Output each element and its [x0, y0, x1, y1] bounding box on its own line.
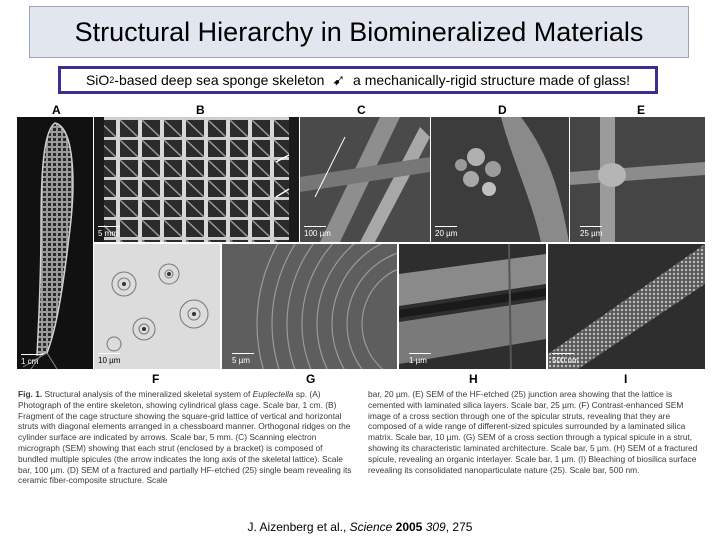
citation-pages: , 275	[445, 520, 473, 534]
subtitle-text-after: a mechanically-rigid structure made of glass!	[353, 72, 631, 88]
junction-sem-graphic	[570, 117, 705, 242]
panel-label-h: H	[469, 372, 478, 386]
citation-authors: J. Aizenberg et al.,	[247, 520, 350, 534]
figure-panel-i	[548, 244, 705, 369]
caption-left-text-1: Structural analysis of the mineralized skeletal system of	[42, 389, 253, 399]
figure-panel-e	[570, 117, 705, 242]
figure-panel-f	[94, 244, 220, 369]
figure-panel-g	[222, 244, 397, 369]
panel-label-i: I	[624, 372, 628, 386]
slide-title-box	[29, 6, 689, 58]
figure-caption-right: bar, 20 µm. (E) SEM of the HF-etched (25) junction area showing that the lattice is cemented with laminated silica layers. Scale bar, 25 µm. (F) Contrast-enhanced SEM image of a cross section through one of the spicular struts, revealing that they are composed of a wide range of different-sized spicules surrounded by a laminated silica matrix. Scale bar, 10 µm. (G) SEM of a cross section through a typical spicule in a strut, showing its characteristic laminated architecture. Scale bar, 5 µm. (H) SEM of a fractured spicule, revealing an organic interlayer. Scale bar, 1 µm. (I) Bleaching of biosilica surface revealing its consolidated nanoparticulate nature (25). Scale bar, 500 nm.	[368, 389, 698, 475]
scale-bar-e: 25 µm	[580, 229, 603, 238]
panel-label-b: B	[196, 103, 205, 117]
scale-bar-i: 500 nm	[552, 356, 579, 365]
scale-bar-d: 20 µm	[435, 229, 458, 238]
citation-year: 2005	[395, 520, 423, 534]
panel-label-d: D	[498, 103, 507, 117]
figure-caption-left	[18, 389, 354, 486]
subtitle-prefix: SiO	[85, 72, 110, 88]
subtitle-subscript: 2	[109, 75, 115, 85]
scale-bar-c: 100 µm	[304, 229, 331, 238]
fractured-spicule-graphic	[399, 244, 546, 369]
subtitle-text-before: -based deep sea sponge skeleton	[114, 72, 325, 88]
citation-volume: 309	[425, 520, 446, 534]
figure-panel-c	[300, 117, 430, 242]
caption-fig-label: Fig. 1.	[18, 389, 43, 399]
skeleton-photo-graphic	[17, 117, 93, 369]
panel-label-c: C	[357, 103, 366, 117]
scale-bar-h: 1 µm	[409, 356, 427, 365]
cross-section-graphic	[94, 244, 220, 369]
figure-panel-b	[94, 117, 299, 242]
fractured-beam-graphic	[431, 117, 569, 242]
figure-panel-h	[399, 244, 546, 369]
strut-sem-graphic	[300, 117, 430, 242]
cage-fragment-graphic	[94, 117, 299, 242]
arrow-icon: ➹	[332, 72, 346, 89]
panel-label-g: G	[306, 372, 316, 386]
caption-species-name: Euplectella	[252, 389, 294, 399]
scale-bar-b: 5 mm	[98, 229, 118, 238]
figure-panel-d	[431, 117, 569, 242]
scale-bar-g: 5 µm	[232, 356, 250, 365]
scale-bar-a: 1 cm	[21, 357, 39, 366]
nanoparticle-surface-graphic	[548, 244, 705, 369]
subtitle-box	[58, 66, 658, 94]
scale-bar-f: 10 µm	[98, 356, 121, 365]
slide-title: Structural Hierarchy in Biomineralized Materials	[74, 16, 644, 47]
panel-label-a: A	[52, 103, 61, 117]
caption-left-text-2: sp. (A) Photograph of the entire skeleton, showing cylindrical glass cage. Scale bar, 1 cm. (B) Fragment of the cage structure showing the square-grid lattice of vertical and horizontal struts with diagonal elements arranged in a chessboard manner. Orthogonal ridges on the cylinder surface are indicated by arrows. Scale bar, 5 mm. (C) Scanning electron micrograph (SEM) showing that each strut (enclosed by a bracket) is composed of bundled multiple spicules (the arrow indicates the long axis of the skeletal lattice). Scale bar, 100 µm. (D) SEM of a fractured and partially HF-etched (25) single beam revealing its ceramic fiber-composite structure. Scale	[18, 389, 352, 486]
panel-label-f: F	[152, 372, 160, 386]
laminated-spicule-graphic	[222, 244, 397, 369]
citation-journal: Science	[349, 520, 393, 534]
panel-label-e: E	[637, 103, 646, 117]
figure-panel-a	[17, 117, 93, 369]
citation	[0, 520, 720, 534]
